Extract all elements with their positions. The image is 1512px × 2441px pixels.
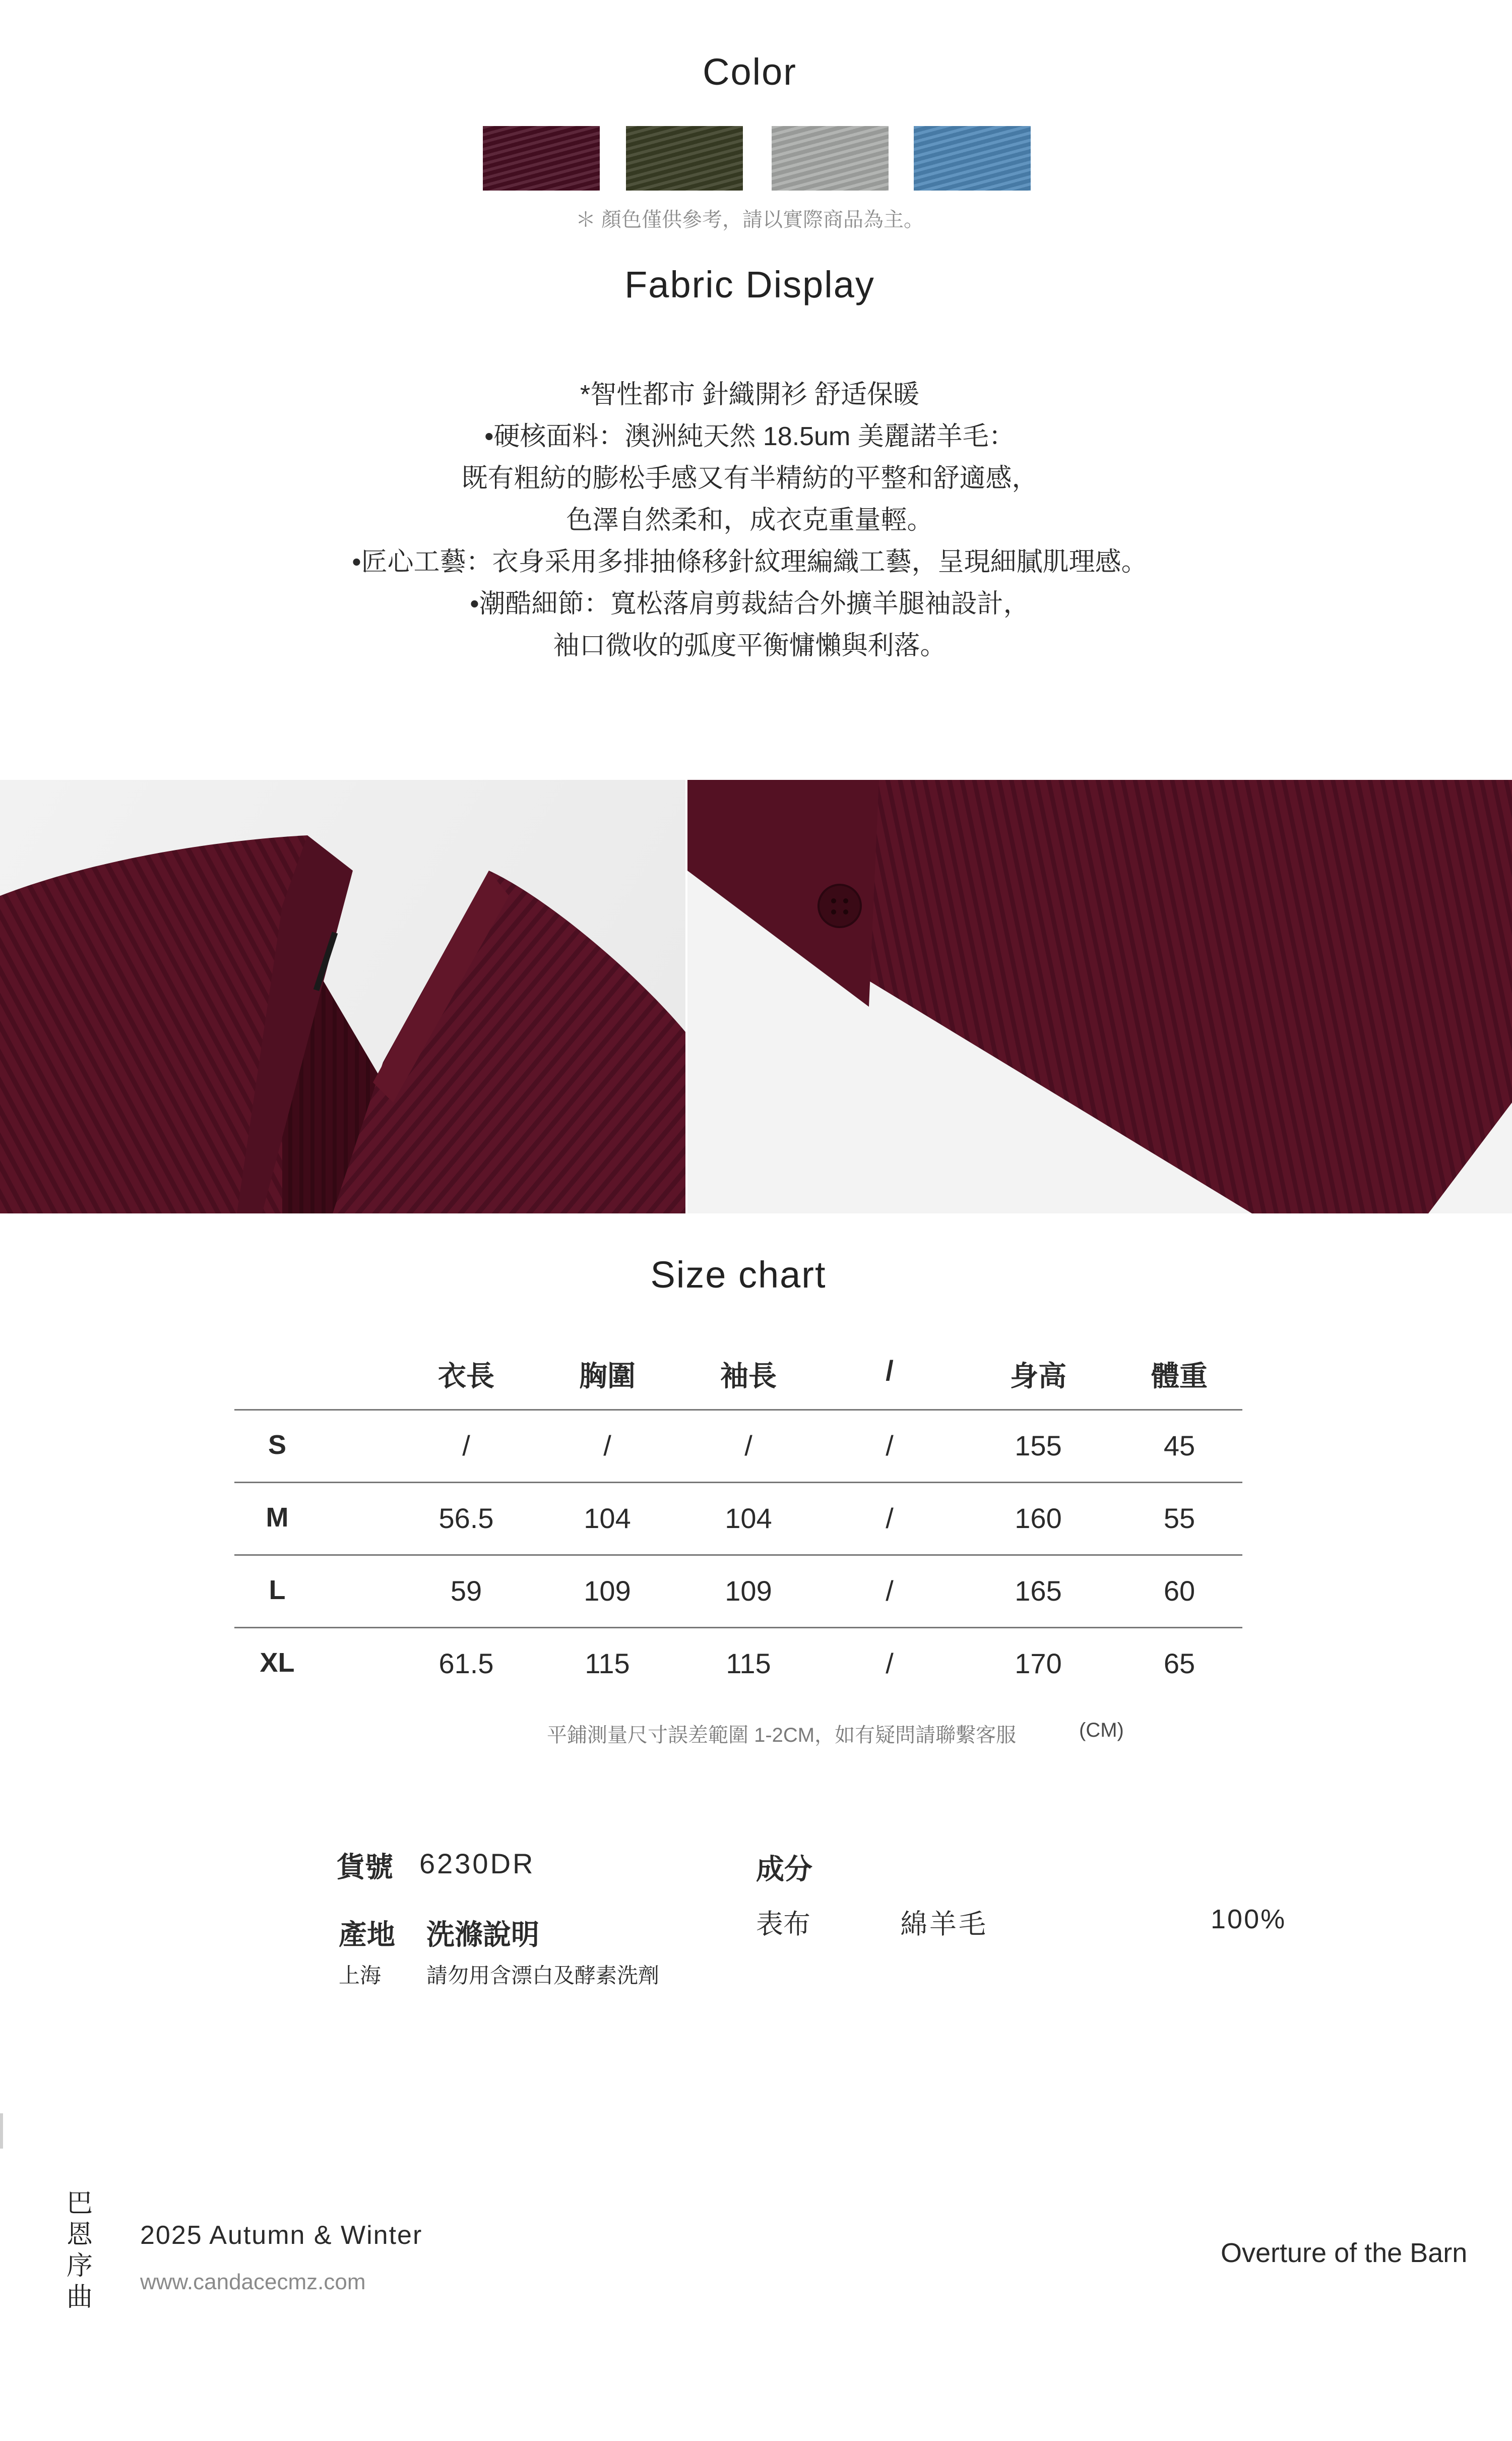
size-value: 60 bbox=[1163, 1575, 1195, 1607]
size-value: / bbox=[886, 1430, 894, 1461]
composition-part: 表布 bbox=[756, 1909, 810, 1939]
origin-label: 產地 bbox=[339, 1919, 395, 1950]
header-length: 衣長 bbox=[438, 1360, 494, 1392]
size-value: 115 bbox=[726, 1647, 771, 1679]
collection-name: Overture of the Barn bbox=[1221, 2238, 1468, 2268]
size-value: 165 bbox=[1015, 1575, 1062, 1607]
size-label: S bbox=[268, 1430, 287, 1460]
burgundy-swatch[interactable] bbox=[483, 126, 600, 191]
size-value: 55 bbox=[1163, 1502, 1195, 1534]
size-value: 155 bbox=[1015, 1430, 1062, 1461]
size-value: / bbox=[744, 1430, 752, 1461]
size-value: 56.5 bbox=[438, 1502, 494, 1534]
olive-swatch[interactable] bbox=[626, 126, 743, 191]
blue-swatch[interactable] bbox=[914, 126, 1031, 191]
brand-char: 序 bbox=[66, 2251, 93, 2281]
size-chart-unit: (CM) bbox=[1079, 1719, 1124, 1741]
size-chart-table bbox=[234, 1341, 1242, 1699]
size-value: 115 bbox=[585, 1647, 630, 1679]
size-value: / bbox=[462, 1430, 470, 1461]
header-sleeve: 袖長 bbox=[720, 1360, 777, 1392]
size-label: M bbox=[266, 1502, 289, 1533]
size-value: 109 bbox=[584, 1575, 631, 1607]
season-label: 2025 Autumn & Winter bbox=[140, 2221, 423, 2250]
size-value: 104 bbox=[584, 1502, 631, 1534]
brand-char: 恩 bbox=[66, 2220, 93, 2249]
size-label: XL bbox=[260, 1647, 295, 1678]
size-value: 65 bbox=[1163, 1647, 1195, 1679]
item-number-label: 貨號 bbox=[337, 1851, 393, 1883]
item-number-value: 6230DR bbox=[419, 1848, 535, 1879]
fabric-line: •硬核面料：澳洲純天然 18.5um 美麗諾羊毛： bbox=[484, 422, 1015, 451]
cardigan-button-illustration bbox=[687, 780, 1512, 1213]
composition-label: 成分 bbox=[756, 1853, 812, 1885]
size-label: L bbox=[269, 1575, 286, 1605]
fabric-line: 既有粗紡的膨松手感又有半精紡的平整和舒適感， bbox=[461, 464, 1038, 493]
edge-divider bbox=[0, 2113, 3, 2149]
brand-char: 曲 bbox=[66, 2283, 93, 2312]
size-chart-note: 平鋪測量尺寸誤差範圍 1-2CM，如有疑問請聯繫客服 bbox=[547, 1724, 1017, 1746]
table-row bbox=[234, 1409, 1242, 1482]
fabric-section-title: Fabric Display bbox=[624, 264, 875, 306]
size-value: / bbox=[886, 1502, 894, 1534]
brand-name-vertical bbox=[65, 2188, 95, 2313]
cardigan-button-photo bbox=[687, 780, 1512, 1213]
size-chart-title: Size chart bbox=[650, 1254, 827, 1296]
header-slash: / bbox=[886, 1355, 894, 1386]
size-value: 45 bbox=[1163, 1430, 1195, 1461]
origin-value: 上海 bbox=[339, 1964, 382, 1987]
table-row bbox=[234, 1627, 1242, 1699]
cardigan-collar-illustration bbox=[0, 780, 685, 1213]
color-section-title: Color bbox=[703, 51, 797, 93]
size-value: 109 bbox=[725, 1575, 772, 1607]
size-value: 160 bbox=[1015, 1502, 1062, 1534]
fabric-line: •匠心工藝：衣身采用多排抽條移針紋理編織工藝，呈現細膩肌理感。 bbox=[352, 547, 1148, 577]
care-label: 洗滌說明 bbox=[426, 1919, 539, 1950]
header-chest: 胸圍 bbox=[579, 1360, 636, 1392]
color-disclaimer: ＊ 顏色僅供參考，請以實際商品為主。 bbox=[575, 209, 924, 231]
care-value: 請勿用含漂白及酵素洗劑 bbox=[426, 1964, 660, 1987]
website-link[interactable]: www.candacecmz.com bbox=[140, 2270, 366, 2294]
composition-material: 綿羊毛 bbox=[900, 1909, 988, 1939]
gray-swatch[interactable] bbox=[772, 126, 889, 191]
fabric-line: *智性都市 針織開衫 舒适保暖 bbox=[580, 380, 920, 409]
size-value: 61.5 bbox=[438, 1647, 494, 1679]
size-value: / bbox=[603, 1430, 611, 1461]
cardigan-collar-photo bbox=[0, 780, 685, 1213]
table-row bbox=[234, 1554, 1242, 1627]
size-value: / bbox=[886, 1575, 894, 1607]
size-value: 104 bbox=[725, 1502, 772, 1534]
fabric-description bbox=[0, 374, 1499, 667]
fabric-line: 色澤自然柔和，成衣克重量輕。 bbox=[566, 506, 933, 535]
fabric-line: 袖口微收的弧度平衡慵懶與利落。 bbox=[553, 631, 947, 660]
composition-percent: 100% bbox=[1211, 1904, 1287, 1934]
size-value: 170 bbox=[1015, 1647, 1062, 1679]
header-weight: 體重 bbox=[1151, 1360, 1208, 1392]
fabric-line: •潮酷細節：寬松落肩剪裁結合外擴羊腿袖設計， bbox=[470, 589, 1030, 619]
size-chart-header-row bbox=[234, 1341, 1242, 1409]
header-height: 身高 bbox=[1010, 1360, 1066, 1392]
table-row bbox=[234, 1482, 1242, 1554]
size-value: / bbox=[886, 1647, 894, 1679]
brand-char: 巴 bbox=[66, 2189, 93, 2218]
size-value: 59 bbox=[450, 1575, 482, 1607]
